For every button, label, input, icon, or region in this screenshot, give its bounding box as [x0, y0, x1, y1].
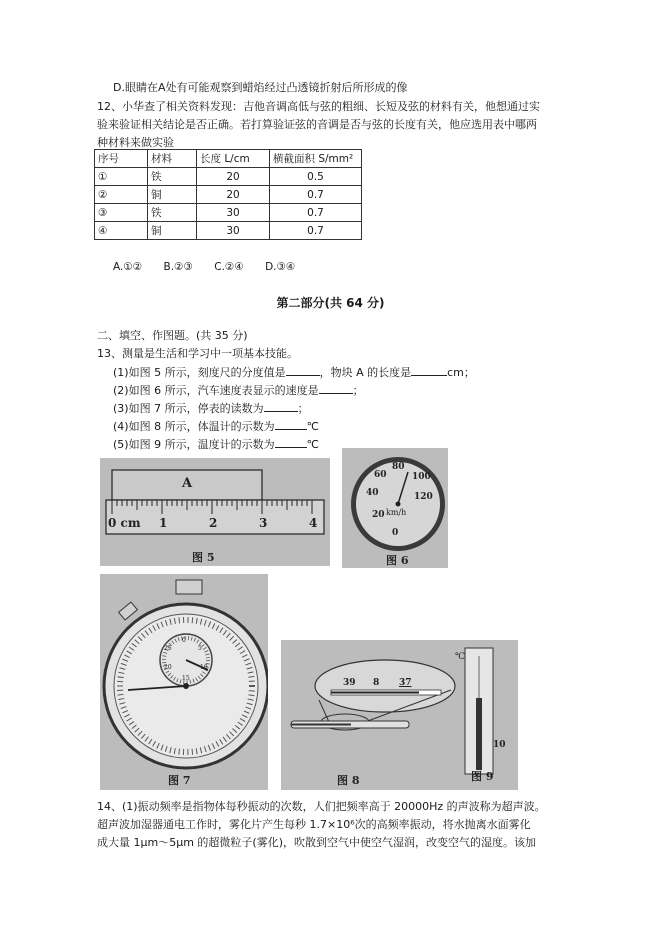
material-table: [94, 149, 362, 240]
inner-tick-5: 5: [198, 645, 202, 652]
q13-sub-5: [113, 436, 319, 452]
fig9-tick-10: 10: [493, 740, 506, 750]
cell-length: 20: [197, 186, 270, 204]
ruler-tick-2: 2: [209, 516, 218, 530]
q13-s4-text-a: (4)如图 8 所示，体温计的示数为: [113, 420, 275, 433]
cell-index: ③: [95, 204, 148, 222]
figure-7-caption: 图 7: [168, 774, 191, 787]
cell-length: 30: [197, 204, 270, 222]
q13-s5-text-b: ℃: [306, 438, 319, 451]
block-a-label: A: [182, 476, 193, 491]
fig8-tick-39: 39: [343, 678, 356, 688]
q14-line-1: 14、(1)振动频率是指物体每秒振动的次数，人们把频率高于 20000Hz 的声波称为超声波。: [97, 800, 546, 813]
fig8-tick-8: 8: [373, 678, 380, 688]
header-area: 横截面积 S/mm²: [270, 150, 362, 168]
inner-tick-10: 10: [200, 664, 208, 671]
q13-s3-text-b: ；: [297, 402, 309, 415]
answer-blank[interactable]: [319, 383, 353, 394]
q13-s2-text-b: ；: [352, 384, 364, 397]
cell-area: 0.7: [270, 222, 362, 240]
inner-tick-20: 20: [164, 664, 172, 671]
option-a[interactable]: A.①②: [113, 261, 143, 273]
figure-8-9-thermometers: [281, 640, 518, 790]
part-2-title: 第二部分(共 64 分): [276, 296, 385, 310]
stopwatch-drawing: [100, 574, 268, 790]
figure-6-speedometer: [342, 448, 448, 568]
ruler-tick-1: 1: [159, 516, 168, 530]
table-row: [95, 186, 362, 204]
stopwatch-crown[interactable]: [176, 580, 202, 594]
speed-tick-120: 120: [414, 492, 433, 502]
stopwatch-side-button[interactable]: [119, 602, 138, 620]
speed-tick-20: 20: [372, 510, 385, 520]
cell-area: 0.7: [270, 186, 362, 204]
q13-s1-text-c: cm；: [447, 366, 475, 379]
q13-stem: 13、测量是生活和学习中一项基本技能。: [97, 347, 298, 360]
cell-material: 铁: [148, 168, 197, 186]
cell-index: ②: [95, 186, 148, 204]
cell-material: 铜: [148, 222, 197, 240]
q11-option-d: D.眼睛在A处有可能观察到蜡焰经过凸透镜折射后所形成的像: [113, 81, 408, 94]
cell-material: 铜: [148, 186, 197, 204]
magnified-view: [315, 660, 455, 712]
q12-line-3: 种材料来做实验: [97, 136, 174, 149]
ruler-drawing: [100, 458, 330, 566]
ruler-tick-0: 0 cm: [108, 516, 141, 530]
fig8-tick-37: 37: [399, 678, 412, 688]
q13-sub-4: [113, 418, 319, 434]
answer-blank[interactable]: [264, 401, 298, 412]
q13-s1-text-b: ，物块 A 的长度是: [319, 366, 412, 379]
option-b[interactable]: B.②③: [163, 261, 193, 273]
speed-tick-60: 60: [374, 470, 387, 480]
q13-sub-1: [113, 364, 475, 380]
liquid-column: [476, 698, 482, 770]
speed-tick-80: 80: [392, 462, 405, 472]
fig9-unit: ℃: [455, 652, 466, 662]
q13-s5-text-a: (5)如图 9 所示，温度计的示数为: [113, 438, 275, 451]
figure-7-stopwatch: [100, 574, 268, 790]
header-material: 材料: [148, 150, 197, 168]
inner-tick-15: 15: [182, 675, 190, 682]
cell-area: 0.5: [270, 168, 362, 186]
q13-s2-text-a: (2)如图 6 所示，汽车速度表显示的速度是: [113, 384, 319, 397]
cell-area: 0.7: [270, 204, 362, 222]
q12-line-2: 验来验证相关结论是否正确。若打算验证弦的音调是否与弦的长度有关，他应选用表中哪两: [97, 118, 537, 131]
speed-tick-100: 100: [412, 472, 431, 482]
option-c[interactable]: C.②④: [214, 261, 244, 273]
mercury-column: [331, 692, 419, 694]
option-d[interactable]: D.③④: [265, 261, 296, 273]
answer-blank[interactable]: [275, 437, 307, 448]
table-row: [95, 204, 362, 222]
q12-line-1: 12、小华查了相关资料发现：吉他音调高低与弦的粗细、长短及弦的材料有关，他想通过实: [97, 100, 540, 113]
q13-s4-text-b: ℃: [306, 420, 319, 433]
table-row: [95, 222, 362, 240]
q13-s1-text-a: (1)如图 5 所示，刻度尺的分度值是: [113, 366, 286, 379]
answer-blank[interactable]: [275, 419, 307, 430]
inner-tick-0: 0: [182, 637, 186, 644]
speed-unit: km/h: [386, 508, 407, 517]
q13-sub-3: [113, 400, 309, 416]
table-row: [95, 168, 362, 186]
section-2-title: 二、填空、作图题。(共 35 分): [97, 329, 248, 342]
cell-length: 20: [197, 168, 270, 186]
figure-6-caption: 图 6: [386, 554, 409, 567]
answer-blank[interactable]: [286, 365, 320, 376]
header-index: 序号: [95, 150, 148, 168]
cell-index: ④: [95, 222, 148, 240]
table-header-row: [95, 150, 362, 168]
q13-sub-2: [113, 382, 364, 398]
q13-s3-text-a: (3)如图 7 所示，停表的读数为: [113, 402, 264, 415]
cell-index: ①: [95, 168, 148, 186]
speed-tick-0: 0: [392, 528, 399, 538]
cell-material: 铁: [148, 204, 197, 222]
figure-5-ruler: [100, 458, 330, 566]
header-length: 长度 L/cm: [197, 150, 270, 168]
figure-9-caption: 图 9: [471, 770, 494, 783]
figure-8-caption: 图 8: [337, 774, 360, 787]
q14-line-3: 成大量 1μm～5μm 的超微粒子(雾化)，吹散到空气中使空气湿润，改变空气的湿度。该加: [97, 836, 536, 849]
speed-tick-40: 40: [366, 488, 379, 498]
q12-options: [113, 261, 313, 273]
figure-5-caption: 图 5: [192, 551, 215, 564]
ruler-tick-4: 4: [309, 516, 318, 530]
ruler-tick-3: 3: [259, 516, 268, 530]
inner-tick-25: 25: [164, 645, 172, 652]
answer-blank[interactable]: [411, 365, 447, 376]
cell-length: 30: [197, 222, 270, 240]
q14-line-2: 超声波加湿器通电工作时，雾化片产生每秒 1.7×10⁶次的高频率振动，将水抛离水面雾化: [97, 818, 531, 831]
